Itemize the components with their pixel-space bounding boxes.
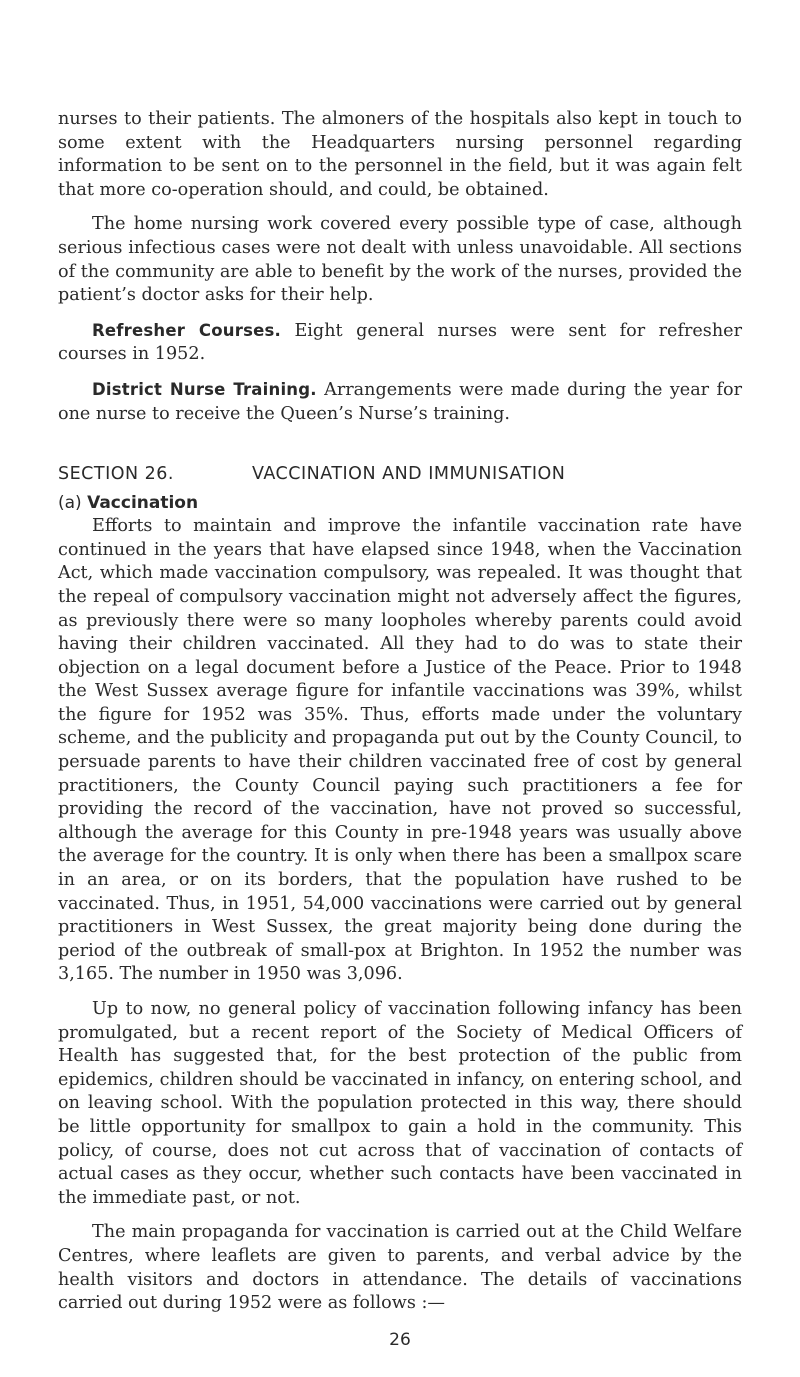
document-page [58, 108, 742, 1316]
refresher-courses-text: Eight general nurses were sent for refresher courses in 1952. [58, 320, 742, 365]
paragraph-vaccination-efforts: Efforts to maintain and improve the infantile vaccination rate have continued in the years that have elapsed since 1948, when the Vaccination Act, which made vaccination compulsory, was repealed. It was thought that the repeal of compulsory vaccination might not adversely affect the figures, as previously there were so many loopholes whereby parents could avoid having their children vaccinated. All they had to do was to state their objection on a legal document before a Justice of the Peace. Prior to 1948 the West Sussex average figure for infantile vaccinations was 39%, whilst the figure for 1952 was 35%. Thus, efforts made under the voluntary scheme, and the publicity and propaganda put out by the County Council, to persuade parents to have their children vaccinated free of cost by general practitioners, the County Council paying such practitioners a fee for providing the record of the vaccination, have not proved so successful, although the average for this County in pre-1948 years was usually above the average for the country. It is only when there has been a smallpox scare in an area, or on its borders, that the population have rushed to be vaccinated. Thus, in 1951, 54,000 vaccinations were carried out by general practitioners in West Sussex, the great majority being done during the period of the outbreak of small-pox at Brighton. In 1952 the number was 3,165. The number in 1950 was 3,096. [58, 516, 742, 985]
paragraph-almoners: nurses to their patients. The almoners of the hospitals also kept in touch to some extent with the Headquarters nursing personnel regarding information to be sent on to the personnel in the field, but it was again felt that more co-operation should, and could, be obtained. [58, 109, 742, 200]
district-nurse-training-heading: District Nurse Training. [92, 379, 317, 399]
paragraph-refresher-courses [58, 319, 742, 367]
section-number: SECTION 26. [58, 464, 174, 485]
paragraph-home-nursing: The home nursing work covered every possible type of case, although serious infectious cases were not dealt with unless unavoidable. All sections of the community are able to benefit by the work of the nurses, provided the patient’s doctor asks for their help. [58, 214, 742, 306]
refresher-courses-heading: Refresher Courses. [92, 320, 281, 340]
paragraph-vaccination-propaganda: The main propaganda for vaccination is carried out at the Child Welfare Centres, where leaflets are given to parents, and verbal advice by the health visitors and doctors in attendance. The details of vaccinations carried out during 1952 were as follows :— [58, 1222, 742, 1314]
page-number: 26 [389, 1330, 411, 1350]
subsection-heading [58, 491, 742, 515]
subsection-label: (a) [58, 493, 82, 514]
paragraph-vaccination-policy: Up to now, no general policy of vaccination following infancy has been promulgated, but a recent report of the Society of Medical Officers of Health has suggested that, for the best protection of the public from epidemics, children should be vaccinated in infancy, on entering school, and on leaving school. With the population protected in this way, there should be little opportunity for smallpox to gain a hold in the community. This policy, of course, does not cut across that of vaccination of contacts of actual cases as they occur, whether such contacts have been vaccinated in the immediate past, or not. [58, 999, 742, 1208]
paragraph-district-nurse-training [58, 378, 742, 426]
section-heading [58, 462, 742, 486]
section-title: VACCINATION AND IMMUNISATION [252, 464, 566, 485]
district-nurse-training-text: Arrangements were made during the year for one nurse to receive the Queen’s Nurse’s training. [58, 379, 742, 424]
subsection-title: Vaccination [87, 493, 199, 514]
